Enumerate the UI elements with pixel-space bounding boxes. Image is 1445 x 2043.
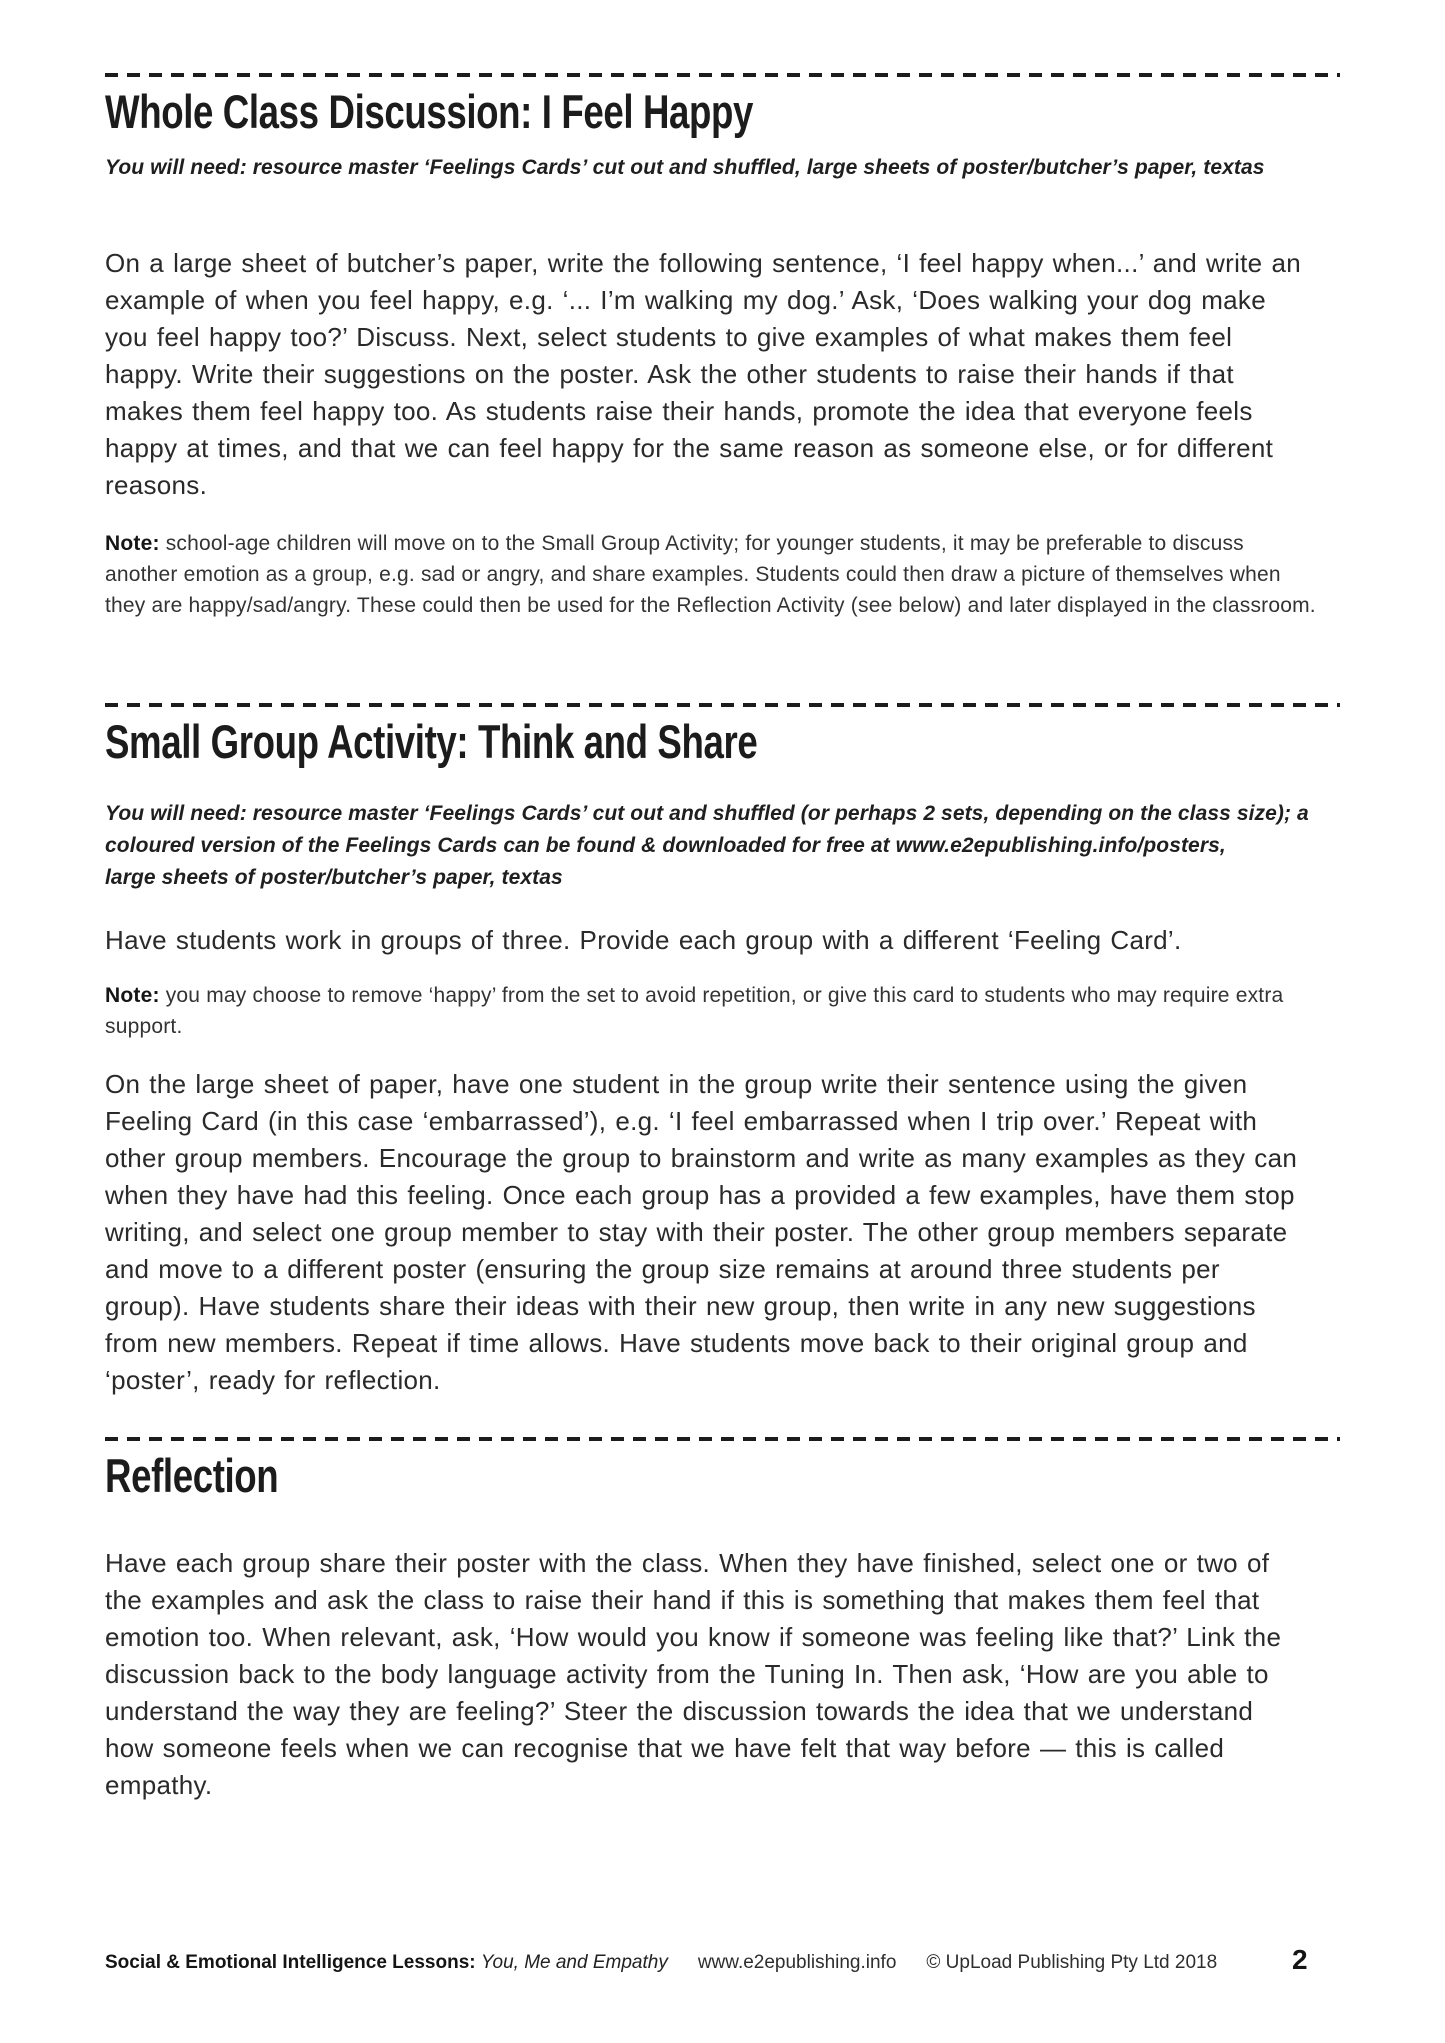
materials-line: You will need: resource master ‘Feelings Cards’ cut out and shuffled, large sheets of poster/butcher’s paper, textas (105, 156, 1265, 179)
materials-line: large sheets of poster/butcher’s paper, textas (105, 866, 563, 889)
body-paragraph: On a large sheet of butcher’s paper, write the following sentence, ‘I feel happy when...’ and write an example of when you feel happy, e.g. ‘... I’m walking my dog.’ Ask, ‘Does walking your dog make you feel happy too?’ Discuss. Next, select students to give examples of what makes them feel happy. Write their suggestions on the poster. Ask the other students to raise their hands if that makes them feel happy too. As students raise their hands, promote the idea that everyone feels happy at times, and that we can feel happy for the same reason as someone else, or for different reasons. (105, 248, 1301, 500)
body-paragraph: Have students work in groups of three. Provide each group with a different ‘Feeling Card’. (105, 925, 1182, 955)
footer-website: www.e2epublishing.info (697, 1952, 897, 1973)
page-number: 2 (1292, 1944, 1308, 1975)
note-label: Note: (105, 532, 160, 555)
footer-series-title: You, Me and Empathy (480, 1952, 668, 1973)
note-text: you may choose to remove ‘happy’ from the set to avoid repetition, or give this card to students who may require extra support. (105, 984, 1284, 1038)
footer-series-label: Social & Emotional Intelligence Lessons: (105, 1952, 476, 1973)
section-heading-text: Whole Class Discussion: I Feel Happy (105, 85, 754, 138)
materials-needed (105, 798, 1315, 894)
note-paragraph (105, 980, 1320, 1042)
section-heading-small-group-activity (105, 714, 941, 769)
note-paragraph (105, 528, 1320, 621)
section-heading-whole-class-discussion (105, 84, 936, 139)
materials-line: coloured version of the Feelings Cards can be found & downloaded for free at www.e2epublishing.info/posters, (105, 834, 1226, 857)
dashed-divider (105, 703, 1340, 707)
page-footer (105, 1952, 1265, 1974)
note-text: school-age children will move on to the Small Group Activity; for younger students, it may be preferable to discuss another emotion as a group, e.g. sad or angry, and share examples. Students could then draw a picture of themselves when they are happy/sad/angry. These could then be used for the Reflection Activity (see below) and later displayed in the classroom. (105, 532, 1316, 617)
footer-copyright: © UpLoad Publishing Pty Ltd 2018 (926, 1952, 1218, 1973)
note-label: Note: (105, 984, 160, 1007)
body-paragraph: Have each group share their poster with the class. When they have finished, select one or two of the examples and ask the class to raise their hand if this is something that makes them feel that emotion too. When relevant, ask, ‘How would you know if someone was feeling like that?’ Link the discussion back to the body language activity from the Tuning In. Then ask, ‘How are you able to understand the way they are feeling?’ Steer the discussion towards the idea that we understand how someone feels when we can recognise that we have felt that way before — this is called empathy. (105, 1548, 1282, 1800)
materials-needed (105, 152, 1315, 184)
section-heading-reflection (105, 1448, 327, 1503)
section-heading-text: Small Group Activity: Think and Share (105, 715, 758, 768)
dashed-divider (105, 73, 1340, 77)
dashed-divider (105, 1437, 1340, 1441)
section-heading-text: Reflection (105, 1449, 279, 1502)
materials-line: You will need: resource master ‘Feelings Cards’ cut out and shuffled (or perhaps 2 sets, depending on the class size); a (105, 802, 1309, 825)
body-paragraph: On the large sheet of paper, have one student in the group write their sentence using the given Feeling Card (in this case ‘embarrassed’), e.g. ‘I feel embarrassed when I trip over.’ Repeat with other group members. Encourage the group to brainstorm and write as many examples as they can when they have had this feeling. Once each group has a provided a few examples, have them stop writing, and select one group member to stay with their poster. The other group members separate and move to a different poster (ensuring the group size remains at around three students per group). Have students share their ideas with their new group, then write in any new suggestions from new members. Repeat if time allows. Have students move back to their original group and ‘poster’, ready for reflection. (105, 1069, 1298, 1395)
footer-series (105, 1952, 668, 1974)
